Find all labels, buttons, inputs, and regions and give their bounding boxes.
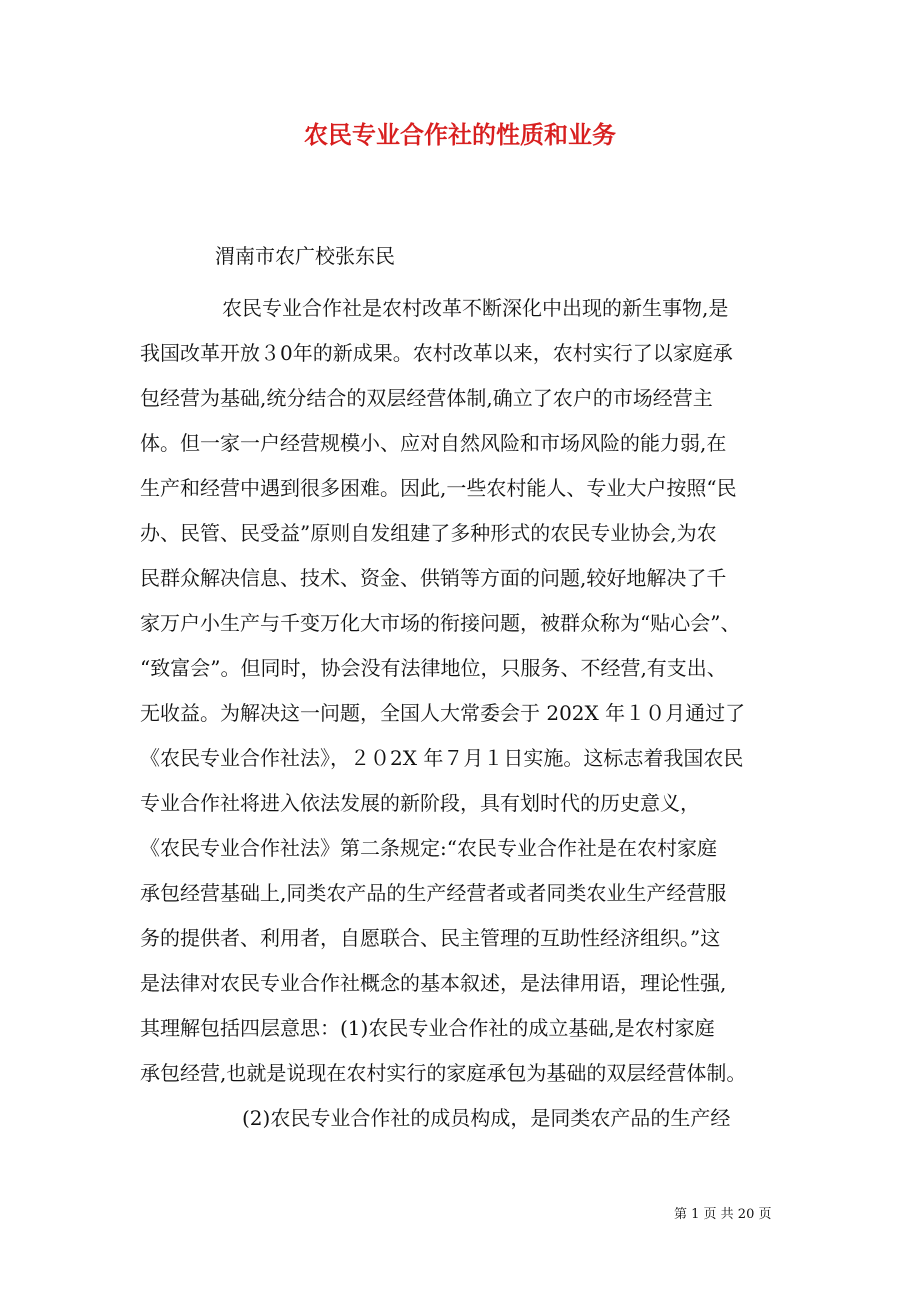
- body-line: 包经营为基础,统分结合的双层经营体制,确立了农户的市场经营主: [140, 386, 713, 410]
- body-line: 民群众解决信息、技术、资金、供销等方面的问题,较好地解决了千: [140, 566, 727, 590]
- body-line: 生产和经营中遇到很多困难。因此,一些农村能人、专业大户按照“民: [140, 476, 737, 500]
- body-line: 农民专业合作社是农村改革不断深化中出现的新生事物,是: [222, 296, 729, 320]
- body-line: 体。但一家一户经营规模小、应对自然风险和市场风险的能力弱,在: [140, 431, 727, 455]
- body-line: 《农民专业合作社法》，２０2X 年７月１日实施。这标志着我国农民: [140, 746, 744, 770]
- body-line: 承包经营基础上,同类农产品的生产经营者或者同类农业生产经营服: [140, 881, 727, 905]
- body-line: 家万户小生产与千变万化大市场的衔接问题，被群众称为“贴心会”、: [140, 611, 741, 635]
- body-line: 《农民专业合作社法》第二条规定:“农民专业合作社是在农村家庭: [140, 836, 717, 860]
- page-footer: 第 1 页 共 20 页: [674, 1207, 772, 1222]
- body-line: 是法律对农民专业合作社概念的基本叙述，是法律用语，理论性强,: [140, 971, 727, 995]
- body-line: 务的提供者、利用者，自愿联合、民主管理的互助性经济组织。”这: [140, 926, 721, 950]
- body-line: 其理解包括四层意思：(1)农民专业合作社的成立基础,是农村家庭: [140, 1016, 715, 1040]
- body-line: 无收益。为解决这一问题，全国人大常委会于 202X 年１０月通过了: [140, 701, 746, 725]
- body-line: 承包经营,也就是说现在农村实行的家庭承包为基础的双层经营体制。: [140, 1061, 747, 1085]
- document-title: 农民专业合作社的性质和业务: [304, 120, 616, 149]
- author-line: 渭南市农广校张东民: [215, 244, 395, 268]
- body-line: “致富会”。但同时，协会没有法律地位，只服务、不经营,有支出、: [140, 656, 727, 680]
- body-line: 专业合作社将进入依法发展的新阶段，具有划时代的历史意义，: [140, 791, 700, 815]
- body-line: (2)农民专业合作社的成员构成，是同类农产品的生产经: [242, 1106, 731, 1130]
- body-line: 我国改革开放３0年的新成果。农村改革以来，农村实行了以家庭承: [140, 341, 733, 365]
- body-line: 办、民管、民受益”原则自发组建了多种形式的农民专业协会,为农: [140, 521, 717, 545]
